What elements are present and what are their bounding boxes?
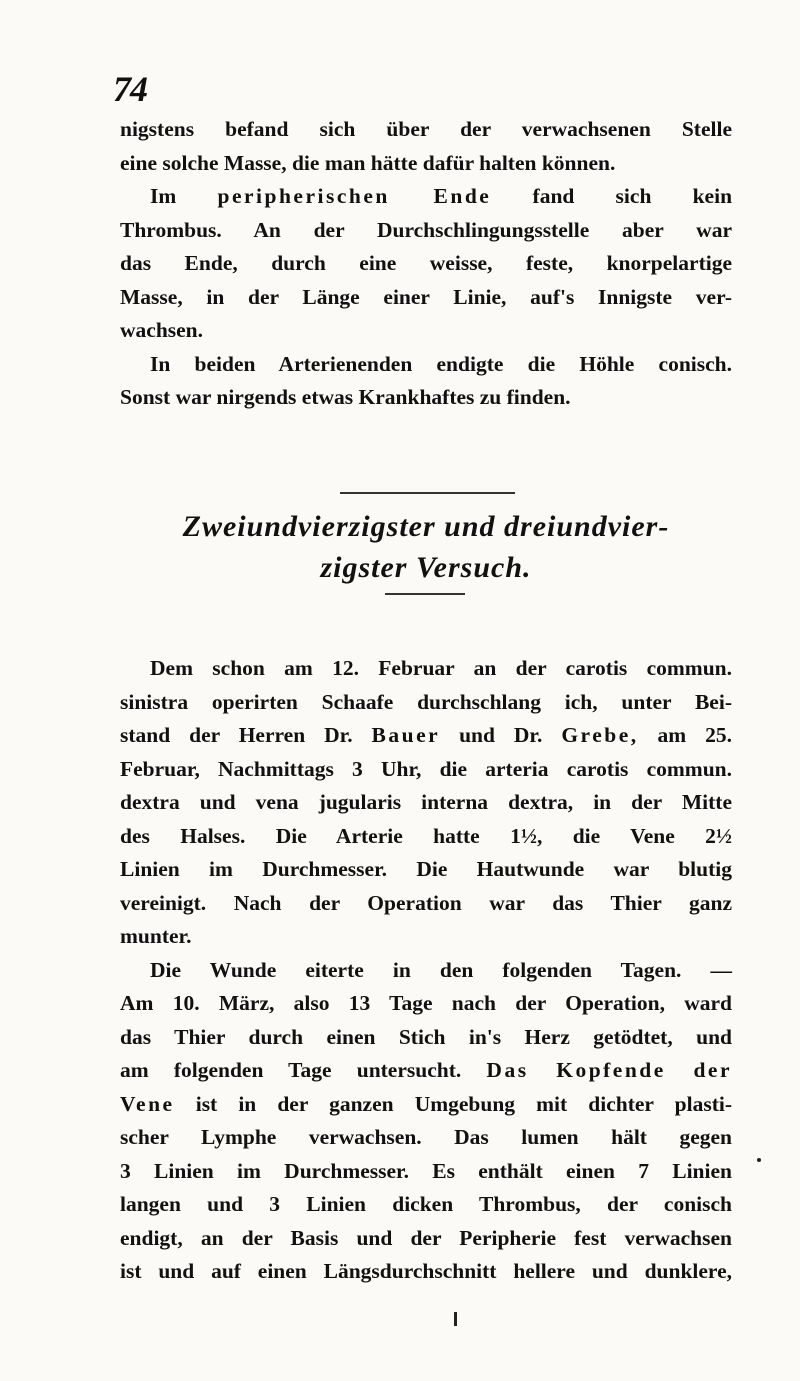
section-heading bbox=[120, 506, 732, 588]
heading-line: zigster Versuch. bbox=[320, 551, 532, 584]
text-line: wachsen. bbox=[120, 318, 204, 342]
page-number: 74 bbox=[113, 69, 147, 109]
section-rule-top bbox=[340, 492, 515, 494]
text-run: Im bbox=[150, 184, 177, 208]
text-line: 3 Linien im Durchmesser. Es enthält einen 7 Linien bbox=[120, 1158, 732, 1183]
text-run: am 25. bbox=[657, 723, 733, 747]
text-line: Am 10. März, also 13 Tage nach der Operation, ward bbox=[120, 991, 732, 1015]
text-line bbox=[120, 180, 732, 214]
text-line: endigt, an der Basis und der Peripherie fest verwachsen bbox=[120, 1225, 732, 1250]
text-line bbox=[120, 1088, 732, 1122]
text-line: vereinigt. Nach der Operation war das Thier ganz bbox=[120, 890, 732, 915]
text-line bbox=[120, 719, 732, 753]
text-line: scher Lymphe verwachsen. Das lumen hält gegen bbox=[120, 1125, 732, 1149]
text-line: sinistra operirten Schaafe durchschlang ich, unter Bei- bbox=[120, 689, 732, 714]
section-rule-bottom bbox=[385, 593, 465, 595]
text-block-top bbox=[120, 113, 732, 415]
text-line: In beiden Arterienenden endigte die Höhle conisch. bbox=[150, 351, 732, 376]
text-line: Linien im Durchmesser. Die Hautwunde war blutig bbox=[120, 857, 732, 881]
text-line: Februar, Nachmittags 3 Uhr, die arteria carotis commun. bbox=[120, 756, 732, 781]
text-line: nigstens befand sich über der verwachsenen Stelle bbox=[120, 117, 732, 141]
text-run: und Dr. bbox=[459, 723, 543, 747]
text-block-bottom bbox=[120, 652, 732, 1289]
text-line: ist und auf einen Längsdurchschnitt hellere und dunklere, bbox=[120, 1259, 732, 1283]
heading-line: Zweiundvierzigster und dreiundvier- bbox=[182, 510, 670, 543]
text-line: dextra und vena jugularis interna dextra, in der Mitte bbox=[120, 790, 732, 814]
person-name: Grebe, bbox=[561, 723, 639, 747]
text-run: stand der Herren Dr. bbox=[120, 723, 353, 747]
text-line: Thrombus. An der Durchschlingungsstelle aber war bbox=[120, 217, 732, 242]
text-run: ist in der ganzen Umgebung mit dichter plasti- bbox=[195, 1091, 733, 1116]
text-line: langen und 3 Linien dicken Thrombus, der conisch bbox=[120, 1192, 732, 1216]
text-line: eine solche Masse, die man hätte dafür halten können. bbox=[120, 150, 616, 175]
spaced-term: peripherischen Ende bbox=[217, 184, 492, 208]
ink-speck bbox=[757, 1158, 761, 1162]
text-run: am folgenden Tage untersucht. bbox=[120, 1058, 462, 1082]
text-line: Dem schon am 12. Februar an der carotis commun. bbox=[150, 656, 732, 680]
ink-speck bbox=[454, 1312, 457, 1326]
person-name: Bauer bbox=[371, 723, 441, 747]
spaced-term: Vene bbox=[120, 1091, 175, 1116]
text-line: des Halses. Die Arterie hatte 1½, die Vene 2½ bbox=[120, 823, 732, 848]
text-line: Masse, in der Länge einer Linie, auf's Innigste ver- bbox=[120, 284, 732, 309]
text-line: Sonst war nirgends etwas Krankhaftes zu finden. bbox=[120, 385, 571, 409]
text-run: fand sich kein bbox=[532, 184, 733, 208]
text-line bbox=[120, 1054, 732, 1088]
text-line: das Ende, durch eine weisse, feste, knorpelartige bbox=[120, 251, 732, 275]
text-line: munter. bbox=[120, 924, 192, 948]
spaced-term: Das Kopfende der bbox=[486, 1058, 733, 1082]
text-line: das Thier durch einen Stich in's Herz getödtet, und bbox=[120, 1024, 732, 1049]
text-line: Die Wunde eiterte in den folgenden Tagen. — bbox=[150, 957, 732, 982]
